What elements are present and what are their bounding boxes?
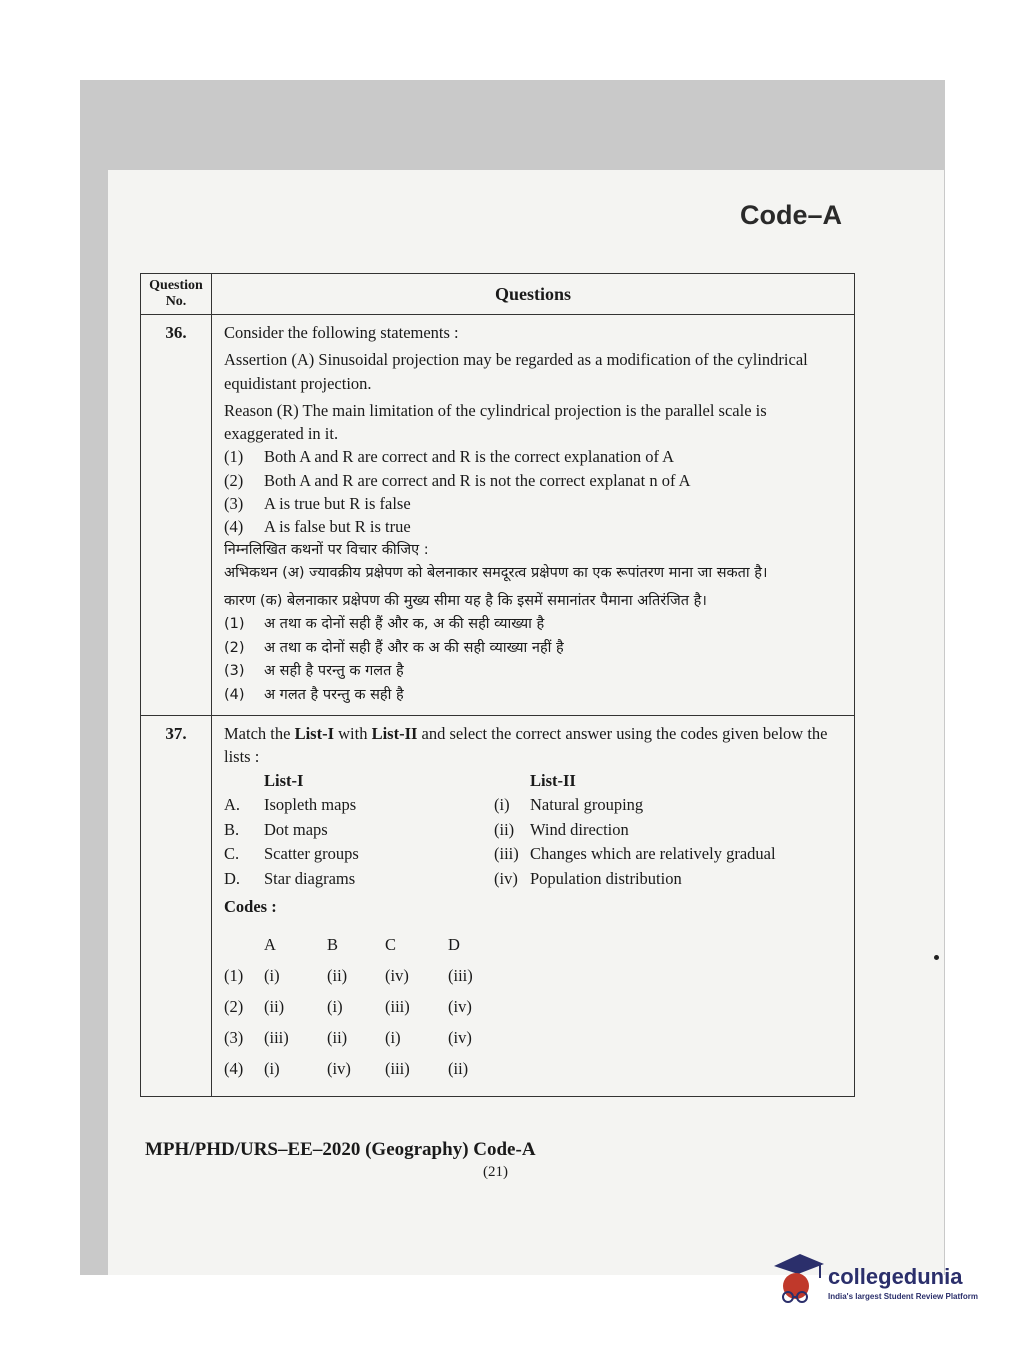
option-text: Both A and R are correct and R is the correct explanation of A: [264, 447, 675, 467]
match-lists: [224, 769, 850, 892]
list1-key: C.: [224, 844, 240, 864]
q37-intro: [224, 722, 850, 769]
q37-intro-list2: List-II: [371, 724, 418, 744]
codes-label: Codes :: [224, 897, 277, 917]
option-row: [224, 637, 850, 661]
paper-code: Code–A: [740, 200, 843, 230]
option-text: अ तथा क दोनों सही हैं और क, अ की सही व्याख्या है: [264, 616, 545, 633]
code-cell: (iv): [448, 996, 472, 1016]
q36-options: [224, 445, 850, 538]
list1-item: Dot maps: [264, 819, 328, 839]
list1-key: D.: [224, 868, 241, 888]
question-row-37: [141, 716, 855, 1096]
collegedunia-logo: [770, 1250, 995, 1310]
list2-key: (iii): [494, 844, 519, 864]
q36-hindi-intro: निम्नलिखित कथनों पर विचार कीजिए :: [224, 541, 429, 558]
list1-item: Isopleth maps: [264, 795, 357, 815]
question-number: 37.: [141, 716, 212, 1096]
list2-item: Natural grouping: [530, 795, 644, 815]
q37-intro-text: and select the correct answer using the codes given below the lists :: [224, 724, 828, 767]
option-number: (4): [224, 686, 245, 703]
code-cell: (i): [327, 996, 343, 1016]
codes-column-header: [224, 933, 264, 964]
questions-header: Questions: [212, 274, 855, 315]
question-no-header: Question No.: [141, 274, 212, 315]
list1-key: A.: [224, 795, 241, 815]
list1-item: Star diagrams: [264, 868, 356, 888]
list1-item: Scatter groups: [264, 844, 359, 864]
codes-column-header: A: [264, 934, 276, 954]
option-row: [224, 684, 850, 708]
codes-column-header: D: [448, 934, 460, 954]
code-cell: (i): [264, 1058, 280, 1078]
option-row: [224, 469, 850, 492]
page-number: (21): [483, 1164, 508, 1180]
list1-key: B.: [224, 819, 240, 839]
option-number: (3): [224, 663, 245, 680]
q37-intro-list1: List-I: [294, 724, 334, 744]
option-row: [224, 515, 850, 538]
logo-name: collegedunia: [828, 1264, 963, 1289]
list1-heading: List-I: [264, 770, 304, 790]
codes-column-header: B: [327, 934, 339, 954]
code-cell: (ii): [264, 996, 285, 1016]
q37-intro-text: with: [333, 724, 372, 744]
question-number: 36.: [141, 315, 212, 716]
list2-heading: List-II: [530, 770, 576, 790]
q37-intro-text: Match the: [224, 724, 295, 744]
option-number: (1): [224, 616, 245, 633]
q36-hindi-reason: कारण (क) बेलनाकार प्रक्षेपण की मुख्य सीमा यह है कि इसमें समानांतर पैमाना अतिरंजित है।: [224, 592, 707, 609]
option-text: अ गलत है परन्तु क सही है: [264, 686, 404, 703]
q36-hindi-options: [224, 613, 850, 707]
code-cell: (iv): [327, 1058, 351, 1078]
code-cell: (ii): [448, 1058, 469, 1078]
code-option-number: (4): [224, 1058, 244, 1078]
code-option-number: (2): [224, 996, 244, 1016]
option-row: [224, 660, 850, 684]
option-number: (1): [224, 447, 244, 467]
q36-reason: Reason (R) The main limitation of the cylindrical projection is the parallel scale is exaggerated in it.: [224, 400, 767, 444]
option-text: Both A and R are correct and R is not the correct explanat n of A: [264, 470, 691, 490]
logo-tagline: India's largest Student Review Platform: [828, 1292, 978, 1301]
list2-item: Changes which are relatively gradual: [530, 844, 776, 864]
question-body-36: [212, 315, 855, 716]
option-number: (2): [224, 470, 244, 490]
code-cell: (i): [264, 965, 280, 985]
question-body-37: [212, 716, 855, 1096]
option-number: (3): [224, 494, 244, 514]
code-cell: (i): [385, 1027, 401, 1047]
code-option-number: (1): [224, 965, 244, 985]
question-row-36: [141, 315, 855, 716]
list2-item: Population distribution: [530, 868, 682, 888]
codes-grid: [224, 933, 850, 1088]
code-cell: (iv): [448, 1027, 472, 1047]
option-row: [224, 445, 850, 468]
option-row: [224, 492, 850, 515]
option-number: (2): [224, 639, 245, 656]
code-cell: (ii): [327, 965, 348, 985]
code-cell: (iii): [385, 1058, 410, 1078]
option-text: अ तथा क दोनों सही हैं और क अ की सही व्याख्या नहीं है: [264, 639, 564, 656]
graduate-mascot-icon: [770, 1250, 825, 1310]
scan-speck: [934, 955, 939, 960]
option-text: A is false but R is true: [264, 517, 411, 537]
q36-assertion: Assertion (A) Sinusoidal projection may be regarded as a modification of the cylindrical equidistant projection.: [224, 350, 808, 393]
footer-title: MPH/PHD/URS–EE–2020 (Geography) Code-A: [145, 1139, 536, 1160]
code-cell: (iii): [385, 996, 410, 1016]
code-cell: (iii): [448, 965, 473, 985]
list2-key: (i): [494, 795, 510, 815]
list2-item: Wind direction: [530, 819, 629, 839]
code-cell: (iv): [385, 965, 409, 985]
code-option-number: (3): [224, 1027, 244, 1047]
q36-intro: Consider the following statements :: [224, 323, 459, 342]
option-number: (4): [224, 517, 244, 537]
code-cell: (ii): [327, 1027, 348, 1047]
option-row: [224, 613, 850, 637]
table-header-row: [141, 274, 855, 315]
codes-column-header: C: [385, 934, 397, 954]
list2-key: (ii): [494, 819, 515, 839]
option-text: A is true but R is false: [264, 494, 411, 514]
list2-key: (iv): [494, 868, 518, 888]
questions-table: [140, 273, 855, 1097]
code-cell: (iii): [264, 1027, 289, 1047]
option-text: अ सही है परन्तु क गलत है: [264, 663, 404, 680]
q36-hindi-assertion: अभिकथन (अ) ज्यावक्रीय प्रक्षेपण को बेलनाकार समदूरत्व प्रक्षेपण का एक रूपांतरण माना जा सकता है।: [224, 565, 768, 582]
